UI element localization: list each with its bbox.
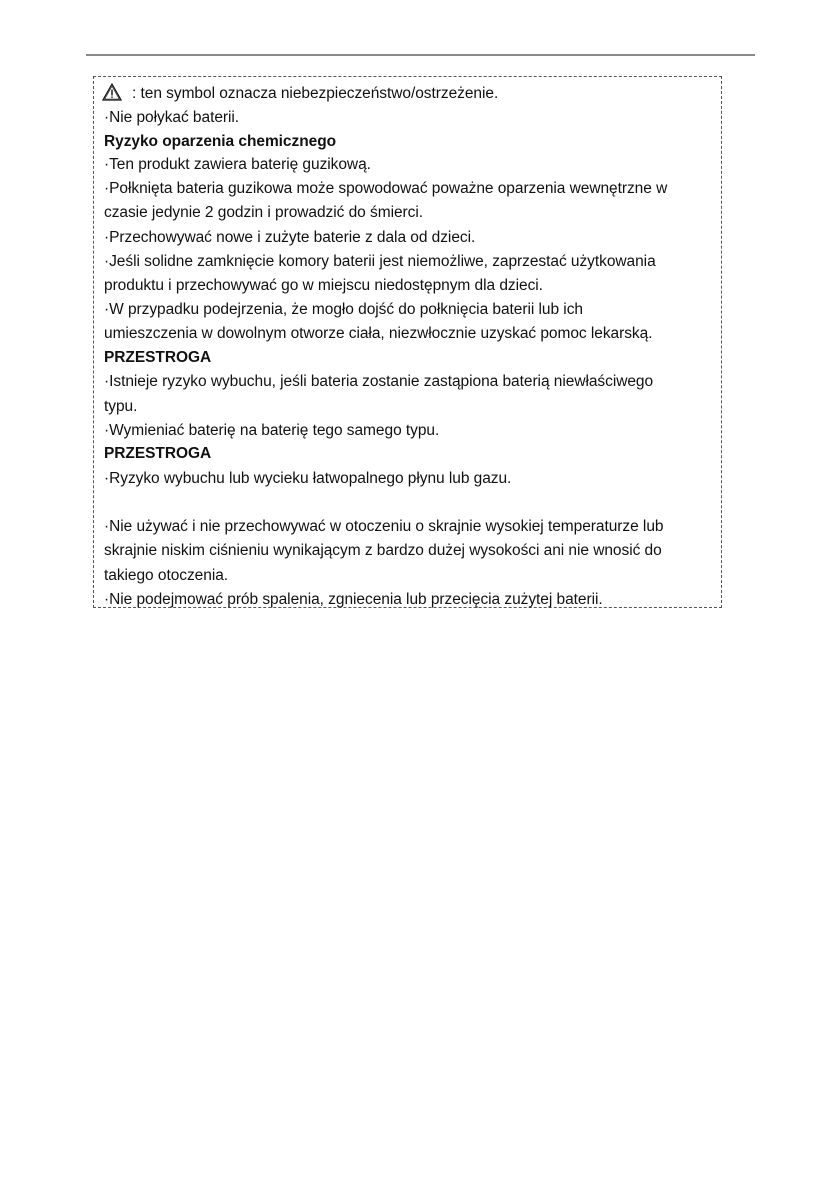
warning-line-leak-risk: ·Ryzyko wybuchu lub wycieku łatwopalnego płynu lub gazu. <box>104 470 512 487</box>
symbol-explanation: : ten symbol oznacza niebezpieczeństwo/ostrzeżenie. <box>132 85 499 102</box>
warning-line-internal-burns: ·Połknięta bateria guzikowa może spowodować poważne oparzenia wewnętrzne w <box>104 180 668 197</box>
section-heading-chemical-burn: Ryzyko oparzenia chemicznego <box>104 133 337 150</box>
warning-line-compartment-cont: produktu i przechowywać go w miejscu niedostępnym dla dzieci. <box>104 277 543 294</box>
section-heading-caution-2: PRZESTROGA <box>104 445 212 462</box>
warning-line-compartment: ·Jeśli solidne zamknięcie komory baterii jest niemożliwe, zaprzestać użytkowania <box>104 253 656 270</box>
warning-line-do-not-burn: ·Nie podejmować prób spalenia, zgniecenia lub przecięcia zużytej baterii. <box>104 591 603 608</box>
warning-triangle-icon <box>102 83 122 101</box>
warning-line-extreme-conditions-cont: skrajnie niskim ciśnieniu wynikającym z bardzo dużej wysokości ani nie wnosić do <box>104 542 662 559</box>
header-rule <box>86 54 755 56</box>
warning-line-replace-same-type: ·Wymieniać baterię na baterię tego samego typu. <box>104 422 440 439</box>
warning-line-contains-battery: ·Ten produkt zawiera baterię guzikową. <box>104 156 371 173</box>
warning-line-extreme-conditions: ·Nie używać i nie przechowywać w otoczeniu o skrajnie wysokiej temperaturze lub <box>104 518 664 535</box>
warning-line-extreme-conditions-end: takiego otoczenia. <box>104 567 229 584</box>
warning-line-keep-away: ·Przechowywać nowe i zużyte baterie z dala od dzieci. <box>104 229 476 246</box>
warning-line-suspected-swallow-cont: umieszczenia w dowolnym otworze ciała, niezwłocznie uzyskać pomoc lekarską. <box>104 325 653 342</box>
warning-line-explosion-risk: ·Istnieje ryzyko wybuchu, jeśli bateria zostanie zastąpiona baterią niewłaściwego <box>104 373 654 390</box>
warning-line-explosion-risk-cont: typu. <box>104 398 138 415</box>
warning-line-swallow: ·Nie połykać baterii. <box>104 109 240 126</box>
warning-line-internal-burns-cont: czasie jedynie 2 godzin i prowadzić do śmierci. <box>104 204 423 221</box>
section-heading-caution-1: PRZESTROGA <box>104 349 212 366</box>
warning-line-suspected-swallow: ·W przypadku podejrzenia, że mogło dojść do połknięcia baterii lub ich <box>104 301 583 318</box>
